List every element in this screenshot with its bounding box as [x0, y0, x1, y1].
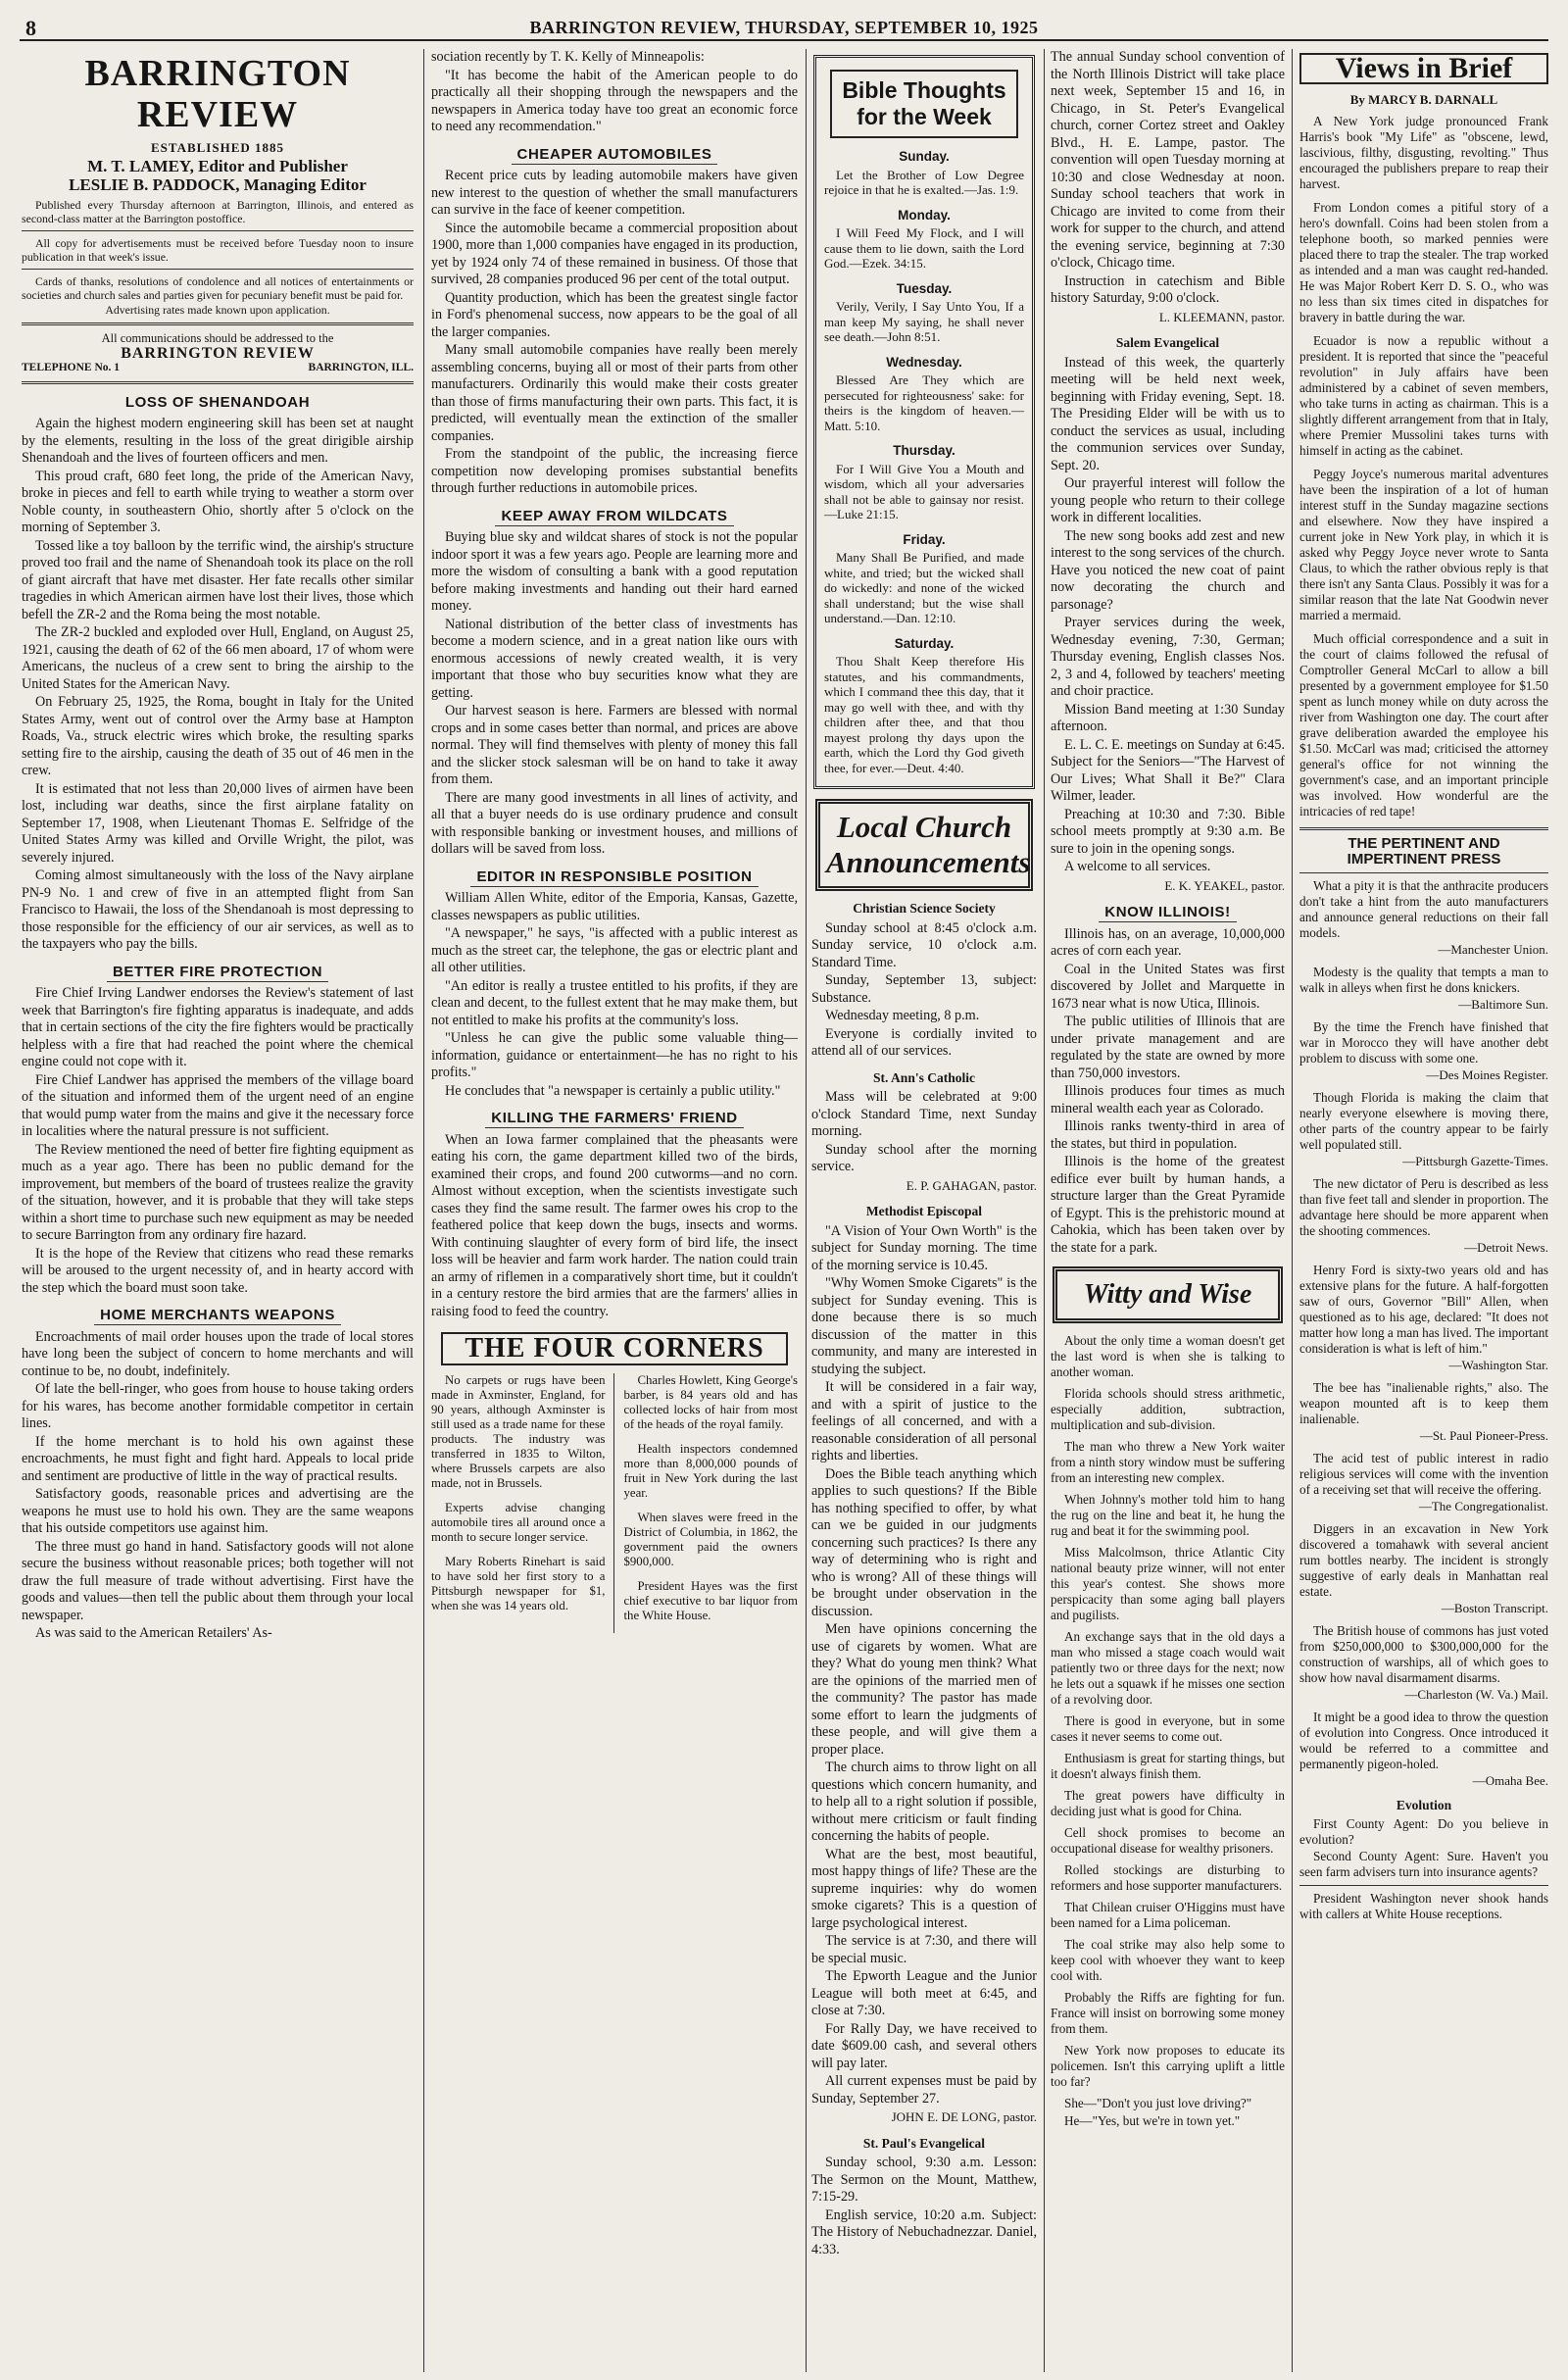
quote-text: The acid test of public interest in radio religious services will come with the invention of a receiving set that will receive the offering.: [1299, 1451, 1548, 1497]
article-paragraph: "An editor is really a trustee entitled to his profits, if they are clean and decent, to the fullest extent that he may make them, but not entitled to make his profits at the community's loss.: [431, 977, 798, 1028]
views-byline: By MARCY B. DARNALL: [1349, 92, 1498, 107]
list-item: Rolled stockings are disturbing to reformers and hose supporter manufacturers.: [1051, 1862, 1285, 1893]
article-paragraph: On February 25, 1925, the Roma, bought in Italy for the United States Army, went out of control over the Army base at Hampton Roads, Va., struck electric wires which broke, the resulting sparks setting fire to the airship, causing the death of 35 out of 46 men in the crew.: [22, 694, 414, 778]
article-paragraph: Of late the bell-ringer, who goes from house to house taking orders for his wares, has become another formidable competitor in certain lines.: [22, 1381, 414, 1431]
pertinent-item: [1299, 1710, 1548, 1789]
four-corners-left: [431, 1373, 614, 1633]
article-paragraph: William Allen White, editor of the Emporia, Kansas, Gazette, classes newspapers as public utilities.: [431, 890, 798, 923]
article-heading: BETTER FIRE PROTECTION: [107, 964, 328, 982]
joke-line: First County Agent: Do you believe in evolution?: [1299, 1816, 1548, 1847]
church-paragraph: All current expenses must be paid by Sunday, September 27.: [811, 2073, 1037, 2107]
list-item: Ecuador is now a republic without a president. It is reported that since the "peaceful revolution" in July affairs have been administered by a cabinet of seven members, who take turns in acting as chairman. This is a slightly different arrangement from that in Italy, where Premier Mussolini takes turns with himself in acting as the cabinet.: [1299, 333, 1548, 458]
list-item: No carpets or rugs have been made in Axminster, England, for 90 years, although Axminster is still used as a trade name for these products. The industry was transferred in 1835 to Wilton, where Brussels carpets are also made, not in Brussels.: [431, 1372, 606, 1490]
verse-text: I Will Feed My Flock, and I will cause them to lie down, saith the Lord God.—Ezek. 34:15.: [824, 225, 1024, 271]
quote-source: —Manchester Union.: [1438, 942, 1548, 957]
church-paragraph: Men have opinions concerning the use of cigarets by women. What are they? What do young men think? What are the opinions of the married men of the community? The pastor has made some effort to learn the judgments of these people, and will give them a proper place.: [811, 1621, 1037, 1758]
quote-source: —Detroit News.: [1464, 1240, 1548, 1255]
day-heading: Tuesday.: [896, 280, 953, 296]
list-item: Cell shock promises to become an occupational disease for wealthy prisoners.: [1051, 1825, 1285, 1856]
church-paragraph: Instead of this week, the quarterly meeting will be held next week, beginning with Friday evening, Sept. 18. The Presiding Elder will be with us to conduct the services as usual, including the communion services over Sunday, Sept. 20.: [1051, 354, 1285, 473]
running-title: BARRINGTON REVIEW, THURSDAY, SEPTEMBER 10, 1925: [529, 18, 1039, 37]
masthead-title: BARRINGTON REVIEW: [84, 53, 351, 135]
church-paragraph: The church aims to throw light on all questions which concern humanity, and to help all to a right solution if possible, without mere criticism or fault finding concerning the habits of people.: [811, 1760, 1037, 1844]
church-paragraph: A welcome to all services.: [1064, 859, 1211, 874]
communications-line: All communications should be addressed to the: [101, 330, 334, 345]
bible-day: [824, 442, 1024, 522]
article-paragraph: Recent price cuts by leading automobile makers have given new interest to the question of whether the small manufacturers can survive in the face of keener competition.: [431, 168, 798, 218]
article-paragraph: The Review mentioned the need of better fire fighting equipment as much as a year ago. There has been no public demand for the improvement, but members of the board of trustees realize the gravity of the situation, however, and it is probable that they will take steps within a short time to purchase such new equipment as may be needed to secure Barrington from any ordinary fire hazard.: [22, 1141, 414, 1243]
list-item: From London comes a pitiful story of a hero's downfall. Coins had been stolen from a telephone booth, so marked pennies were placed there to trap the stealer. The trap worked as intended and a man was caught red-handed. He was Major Robert Kerr D. S. O., who was no less than six times cited in dispatches for bravery in battle during the war.: [1299, 200, 1548, 324]
quote-source: —The Congregationalist.: [1418, 1499, 1548, 1513]
article-paragraph: When an Iowa farmer complained that the pheasants were eating his corn, the game department killed two of the birds, examined their crops, and found 200 cutworms—and no corn. Almost without exception, when the scientists investigate such cases they find the same result. The farmer owes his crop to the feathered police that keep down the bugs, insects and worms. With continuing slaughter of every form of bird life, the insect loss will be heavier and farm work harder. The nation could train an army of riflemen in a comparatively short time, but it couldn't in a century restore the bird armies that are the farmers' allies in raising food to feed the country.: [431, 1131, 798, 1319]
list-item: Health inspectors condemned more than 8,000,000 pounds of fruit in New York during the last year.: [623, 1441, 798, 1500]
pastor-signature: JOHN E. DE LONG, pastor.: [891, 2109, 1037, 2124]
page-number: 8: [25, 16, 36, 40]
church-paragraph: Our prayerful interest will follow the young people who return to their college work in different localities.: [1051, 475, 1285, 525]
closing-item: President Washington never shook hands with callers at White House receptions.: [1299, 1891, 1548, 1921]
quote-source: —Pittsburgh Gazette-Times.: [1402, 1154, 1548, 1168]
church-paragraph: "Why Women Smoke Cigarets" is the subject for Sunday evening. This is done because there is so much discussion of the matter in this community, and many are interested in studying the subject.: [811, 1275, 1037, 1377]
article-paragraph: National distribution of the better class of investments has become a modern science, and in a great nation like ours with enormous accessions of newly created wealth, it is very important that those who buy securities know what they are getting.: [431, 616, 798, 701]
established-line: ESTABLISHED 1885: [150, 140, 285, 155]
article-paragraph: As was said to the American Retailers' As-: [35, 1625, 272, 1641]
pertinent-item: [1299, 878, 1548, 958]
city-line: BARRINGTON, ILL.: [308, 361, 414, 373]
column-rule: [1044, 49, 1045, 2372]
pertinent-press-title: THE PERTINENT AND IMPERTINENT PRESS: [1347, 835, 1501, 868]
list-item: That Chilean cruiser O'Higgins must have been named for a Lima policeman.: [1051, 1900, 1285, 1930]
verse-text: For I Will Give You a Mouth and wisdom, which all your adversaries shall not be able to gainsay nor resist.—Luke 21:15.: [824, 461, 1024, 521]
list-item: New York now proposes to educate its policemen. Isn't this carrying uplift a little too far?: [1051, 2043, 1285, 2089]
article-heading: EDITOR IN RESPONSIBLE POSITION: [470, 868, 758, 887]
church-paragraph: Mass will be celebrated at 9:00 o'clock Standard Time, next Sunday morning.: [811, 1089, 1037, 1139]
quote-text: It might be a good idea to throw the question of evolution into Congress. Once introduced it would be referred to a committee and permanently pigeon-holed.: [1299, 1710, 1548, 1771]
bible-day: [824, 354, 1024, 434]
editor-line: M. T. LAMEY, Editor and Publisher: [87, 156, 348, 175]
day-heading: Monday.: [898, 207, 951, 223]
church-paragraph: For Rally Day, we have received to date $609.00 cash, and several others will pay later.: [811, 2020, 1037, 2071]
church-paragraph: The Epworth League and the Junior League will both meet at 6:45, and close at 7:30.: [811, 1968, 1037, 2018]
list-item: Experts advise changing automobile tires all around once a month to secure longer service.: [431, 1500, 606, 1544]
article-paragraph: There are many good investments in all lines of activity, and all that a buyer needs do is use ordinary prudence and consult with responsible banking or investment houses, and millions of dollars will be saved from loss.: [431, 789, 798, 857]
day-heading: Sunday.: [899, 149, 950, 164]
church-paragraph: E. L. C. E. meetings on Sunday at 6:45. Subject for the Seniors—"The Harvest of Our Lives; What Shall it Be?" Clara Wilmer, leader.: [1051, 736, 1285, 804]
witty-and-wise-banner: Witty and Wise: [1053, 1266, 1283, 1323]
article-paragraph: Many small automobile companies have really been merely assembling concerns, buying all or most of their parts from other manufacturers. Ordinarily this would make their costs greater than those of firms manufacturing their own parts. This fact, it is predicted, will eventually mean the extinction of the smaller companies.: [431, 342, 798, 444]
bible-day: [824, 148, 1024, 198]
list-item: Florida schools should stress arithmetic, especially addition, subtraction, multiplication and sub-division.: [1051, 1386, 1285, 1432]
quote-text: The bee has "inalienable rights," also. The weapon mounted aft is to keep them inalienable.: [1299, 1380, 1548, 1426]
quote-text: Modesty is the quality that tempts a man to walk in alleys when first he dons knickers.: [1299, 965, 1548, 995]
list-item: A New York judge pronounced Frank Harris's book "My Life" as "obscene, lewd, lascivious, filthy, disgusting, revolting." Thus encouraged the publishers prepare to reap their harvest.: [1299, 114, 1548, 191]
list-item: She—"Don't you just love driving?": [1064, 2096, 1252, 2110]
church-heading: Methodist Episcopal: [865, 1204, 983, 1218]
church-paragraph: Does the Bible teach anything which applies to such questions? If the Bible has nothing specified to offer, by what can we be guided in our judgments concerning such practices? Is there any way of determining who is right and who is wrong? All of these things will be brought under observation in the discussion.: [811, 1465, 1037, 1619]
quote-text: By the time the French have finished that war in Morocco they will have another debt problem to discuss with some one.: [1299, 1019, 1548, 1066]
quote-source: —Des Moines Register.: [1426, 1067, 1548, 1082]
bible-day: [824, 207, 1024, 272]
article-paragraph: He concludes that "a newspaper is certainly a public utility.": [445, 1082, 781, 1099]
bible-thoughts-box: [813, 55, 1035, 789]
managing-editor-line: LESLIE B. PADDOCK, Managing Editor: [69, 174, 367, 194]
church-paragraph: Sunday school, 9:30 a.m. Lesson: The Sermon on the Mount, Matthew, 7:15-29.: [811, 2155, 1037, 2205]
list-item: Mary Roberts Rinehart is said to have sold her first story to a Pittsburgh newspaper for $1, when she was 14 years old.: [431, 1554, 606, 1612]
church-heading: Salem Evangelical: [1115, 335, 1220, 350]
article-paragraph: Fire Chief Irving Landwer endorses the Review's statement of last week that Barrington's fire fighting apparatus is inadequate, and adds that in certain sections of the city the fire fighters would be practically helpless with a fire that had reached the point where the chemical engine could not cope with it.: [22, 985, 414, 1069]
quote-text: Henry Ford is sixty-two years old and has extensive plans for the future. A half-forgotten saw of ours, Governor "Bill" Allen, when questioned as to his age, declared: "It does not matter how long a man has lived. The important consideration is what is left of him.": [1299, 1263, 1548, 1356]
article-paragraph: If the home merchant is to hold his own against these encroachments, he must fight and fight hard. Appeals to local pride and sentiment are productive of little in the way of practical results.: [22, 1433, 414, 1484]
local-church-banner: Local Church Announcements: [815, 799, 1033, 891]
article-heading: KEEP AWAY FROM WILDCATS: [495, 508, 733, 526]
list-item: Peggy Joyce's numerous marital adventures have been the inspiration of a lot of human interest stuff in the Sunday magazine sections and elsewhere. Now they have inspired a current joke in New York play, in which it is asked why Peggy Joyce never wrote to Santa Claus, to which the rather obvious reply is that there isn't any Santa Claus. Possibly it was for a similar reason that the late Nat Goodwin never married a mermaid.: [1299, 467, 1548, 622]
article-heading: CHEAPER AUTOMOBILES: [512, 146, 718, 165]
list-item: When slaves were freed in the District of Columbia, in 1862, the government paid the owners $900,000.: [623, 1510, 798, 1568]
article-heading: HOME MERCHANTS WEAPONS: [94, 1307, 341, 1325]
quote-text: What a pity it is that the anthracite producers don't take a hint from the auto manufacturers and announce general reductions on their fall models.: [1299, 878, 1548, 940]
article-paragraph: Buying blue sky and wildcat shares of stock is not the popular indoor sport it was a few years ago. People are learning more and more the wisdom of consulting a bank with a good reputation before making investments and handing out their hard earned money.: [431, 529, 798, 614]
column-1: [22, 49, 414, 2374]
verse-text: Many Shall Be Purified, and made white, and tried; but the wicked shall do wickedly: and none of the wicked shall understand; but the wise shall understand.—Dan. 12:10.: [824, 550, 1024, 625]
quote-text: The British house of commons has just voted from $250,000,000 to $300,000,000 for the construction of warships, all of which goes to show how naval disarmament disarms.: [1299, 1623, 1548, 1685]
article-paragraph: Encroachments of mail order houses upon the trade of local stores have long been the subject of concern to home merchants and will continue to be, no doubt, indefinitely.: [22, 1328, 414, 1379]
pastor-signature: E. P. GAHAGAN, pastor.: [906, 1177, 1037, 1193]
page-header: [20, 16, 1548, 41]
list-item: About the only time a woman doesn't get the last word is when she is talking to another woman.: [1051, 1333, 1285, 1379]
article-paragraph: From the standpoint of the public, the increasing fierce competition now developing promises substantial benefits through further reductions in automobile prices.: [431, 446, 798, 496]
telephone-number: TELEPHONE No. 1: [22, 361, 121, 373]
article-paragraph: Tossed like a toy balloon by the terrific wind, the airship's structure proved too frail and the name of Shenandoah took its place on the roll of giant aircraft that have met disaster. Her fate recalls other similar tragedies in which American airmen have lost their lives, those which befell the ZR-2 and the Roma being the most notable.: [22, 537, 414, 622]
evolution-heading: Evolution: [1396, 1798, 1452, 1812]
pertinent-item: [1299, 1019, 1548, 1083]
day-heading: Wednesday.: [886, 354, 962, 370]
cards-notice: Cards of thanks, resolutions of condolence and all notices of entertainments or societies and church sales and parties given for pecuniary benefit must be paid for.: [22, 273, 414, 302]
column-3: [811, 49, 1037, 2374]
church-heading: St. Ann's Catholic: [873, 1069, 975, 1085]
column-4: [1051, 49, 1285, 2374]
verse-text: Blessed Are They which are persecuted for righteousness' sake: for theirs is the kingdom of heaven.—Matt. 5:10.: [824, 372, 1024, 433]
church-paragraph: The service is at 7:30, and there will be special music.: [811, 1933, 1037, 1966]
church-paragraph: Instruction in catechism and Bible history Saturday, 9:00 o'clock.: [1051, 273, 1285, 306]
column-2: [431, 49, 798, 2374]
list-item: The man who threw a New York waiter from a ninth story window must be suffering from an interesting new complex.: [1051, 1439, 1285, 1485]
article-paragraph: The public utilities of Illinois that are under private management and are regulated by the state are owned by more than 750,000 investors.: [1051, 1014, 1285, 1081]
four-corners-items: [431, 1373, 798, 1633]
day-heading: Saturday.: [894, 635, 955, 651]
pertinent-item: [1299, 1263, 1548, 1373]
quote-source: —Baltimore Sun.: [1458, 997, 1548, 1012]
article-paragraph: Coming almost simultaneously with the loss of the Navy airplane PN-9 No. 1 and crew of five in an attempted flight from San Francisco to Hawaii, the loss of the Shendanoah is most depressing to those responsible for the efficiency of our air services, as well as to the taxpayers who pay the bills.: [22, 868, 414, 952]
joke-line: Second County Agent: Sure. Haven't you seen farm advisers turn into insurance agents?: [1299, 1849, 1548, 1879]
article-paragraph: Illinois is the home of the greatest edifice ever built by human hands, a structure larger than the Great Pyramide of Egypt. This is the prehistoric mound at Cahokia, which has been taken over by the state for a park.: [1051, 1154, 1285, 1256]
list-item: Enthusiasm is great for starting things, but it doesn't always finish them.: [1051, 1751, 1285, 1781]
article-paragraph: "A newspaper," he says, "is affected with a public interest as much as the street car, the telephone, the gas or electric plant and all other utilities.: [431, 925, 798, 975]
advertising-notice: All copy for advertisements must be received before Tuesday noon to insure publication in that week's issue.: [22, 235, 414, 264]
article-paragraph: Illinois has, on an average, 10,000,000 acres of corn each year.: [1051, 925, 1285, 959]
list-item: Much official correspondence and a suit in the court of claims followed the refusal of Comptroller General McCarl to allow a bill presented by a government employee for $1.50 spent as lunch money while on duty across the river from Washington one day. The court after grave deliberation awarded the employee his $1.50. McCarl was mad; criticised the attorney general's office for not winning the government's case, and an important principle was involved. How wonderful are the intricacies of red tape!: [1299, 631, 1548, 818]
pertinent-item: [1299, 965, 1548, 1013]
church-paragraph: Wednesday meeting, 8 p.m.: [825, 1008, 980, 1023]
pertinent-item: [1299, 1176, 1548, 1256]
pertinent-item: [1299, 1451, 1548, 1514]
rates-notice: Advertising rates made known upon application.: [105, 302, 330, 317]
quote-text: The new dictator of Peru is described as less than five feet tall and slender in proportion. The advantage here should be more apparent when the shooting commences.: [1299, 1176, 1548, 1238]
article-paragraph: The three must go hand in hand. Satisfactory goods will not alone secure the business without reasonable prices; both together will not draw the full measure of trade without advertising. First have the goods and values—then tell the public about them through your local newspaper.: [22, 1538, 414, 1623]
address-block: [22, 331, 414, 375]
verse-text: Verily, Verily, I Say Unto You, If a man keep My saying, he shall never see death.—John 8:51.: [824, 299, 1024, 344]
bible-day: [824, 531, 1024, 626]
church-paragraph: Mission Band meeting at 1:30 Sunday afternoon.: [1051, 701, 1285, 734]
quote-source: —Charleston (W. Va.) Mail.: [1404, 1687, 1548, 1702]
list-item: Probably the Riffs are fighting for fun. France will insist on borrowing some money from them.: [1051, 1990, 1285, 2036]
article-paragraph: Fire Chief Landwer has apprised the members of the village board of the situation and informed them of the urgent need of an engine that would pump water from the mains and give it the necessary force in localities where the natural pressure is not sufficient.: [22, 1071, 414, 1139]
church-paragraph: English service, 10:20 a.m. Subject: The History of Nebuchadnezzar. Daniel, 4:33.: [811, 2206, 1037, 2257]
article-heading: KNOW ILLINOIS!: [1099, 904, 1236, 922]
list-item: The great powers have difficulty in deciding just what is good for China.: [1051, 1788, 1285, 1818]
quote-source: —St. Paul Pioneer-Press.: [1419, 1428, 1548, 1443]
article-paragraph: Illinois produces four times as much mineral wealth each year as Colorado.: [1051, 1083, 1285, 1116]
list-item: There is good in everyone, but in some cases it never seems to come out.: [1051, 1713, 1285, 1744]
church-paragraph: Sunday school at 8:45 o'clock a.m. Sunday service, 10 o'clock a.m. Standard Time.: [811, 919, 1037, 970]
church-paragraph: What are the best, most beautiful, most happy things of life? These are the supreme inquiries: why do women smoke cigarets? This is a question of large psychological interest.: [811, 1846, 1037, 1931]
bible-thoughts-title: Bible Thoughts for the Week: [830, 70, 1018, 138]
pertinent-item: [1299, 1380, 1548, 1444]
list-item: When Johnny's mother told him to hang the rug on the line and beat it, he hung the rug and beat it for the swimming pool.: [1051, 1492, 1285, 1538]
article-paragraph: The ZR-2 buckled and exploded over Hull, England, on August 25, 1921, causing the death of 62 of the 66 men aboard, 17 of whom were Americans, the nucleus of a crew sent to bring the airship to the United States for the American Navy.: [22, 624, 414, 692]
article-paragraph: Illinois ranks twenty-third in area of the states, but third in population.: [1051, 1118, 1285, 1152]
bible-day: [824, 280, 1024, 345]
quote-text: Though Florida is making the claim that nearly everyone elsewhere is moving there, other parts of the country appear to be fairly well populated still.: [1299, 1090, 1548, 1152]
list-item: An exchange says that in the old days a man who missed a stage coach would wait patiently two or three days for the next; now he lets out a squawk if he misses one section of a revolving door.: [1051, 1629, 1285, 1707]
list-item: Charles Howlett, King George's barber, is 84 years old and has collected locks of hair from most of the heads of the royal family.: [623, 1372, 798, 1431]
article-paragraph: Quantity production, which has been the greatest single factor in Ford's phenomenal success, now appears to be the goal of all the larger companies.: [431, 289, 798, 340]
list-item: He—"Yes, but we're in town yet.": [1064, 2113, 1241, 2128]
article-heading: KILLING THE FARMERS' FRIEND: [485, 1110, 743, 1128]
article-paragraph: It is the hope of the Review that citizens who read these remarks will be aroused to the urgent necessity of, and in hearty accord with the step which the board must soon take.: [22, 1245, 414, 1296]
four-corners-right: [624, 1373, 799, 1633]
church-heading: Christian Science Society: [853, 901, 996, 916]
article-paragraph: "Unless he can give the public some valuable thing—information, guidance or entertainment—he has no right to his profits.": [431, 1030, 798, 1080]
quote-source: —Omaha Bee.: [1472, 1773, 1548, 1788]
article-paragraph: "It has become the habit of the American people to do practically all their shopping through the newspapers and the newspapers in America today have too great an economic force to need any recommendation.": [431, 67, 798, 134]
day-heading: Thursday.: [893, 443, 956, 458]
publication-notice: Published every Thursday afternoon at Barrington, Illinois, and entered as second-class matter at the Barrington postoffice.: [22, 197, 414, 225]
column-rule: [423, 49, 424, 2372]
pastor-signature: E. K. YEAKEL, pastor.: [1164, 877, 1285, 893]
pertinent-item: [1299, 1521, 1548, 1616]
church-paragraph: Preaching at 10:30 and 7:30. Bible school meets promptly at 9:30 a.m. Be sure to join in the opening songs.: [1051, 806, 1285, 857]
article-paragraph: sociation recently by T. K. Kelly of Minneapolis:: [431, 49, 705, 65]
bible-day: [824, 635, 1024, 776]
column-rule: [806, 49, 807, 2372]
communications-name: BARRINGTON REVIEW: [121, 344, 315, 362]
list-item: Miss Malcolmson, thrice Atlantic City national beauty prize winner, will not enter this year's contest. She shows more perspicacity than some aging ball players and pugilists.: [1051, 1545, 1285, 1622]
pertinent-item: [1299, 1623, 1548, 1703]
church-paragraph: Sunday, September 13, subject: Substance.: [811, 972, 1037, 1006]
pertinent-item: [1299, 1090, 1548, 1169]
column-rule: [1292, 49, 1293, 2372]
column-5: [1299, 49, 1548, 2374]
article-paragraph: Again the highest modern engineering skill has been set at naught by the elements, resulting in the loss of the great dirigible airship Shenandoah and the lives of fourteen officers and men.: [22, 416, 414, 466]
witty-list: [1051, 1333, 1285, 2129]
article-paragraph: It is estimated that not less than 20,000 lives of airmen have been lost, including war deaths, since the first airplane fatality on September 17, 1908, when Lieutenant Thomas E. Selfridge of the United States Army was killed and Orville Wright, the pilot, was severely injured.: [22, 780, 414, 866]
quote-source: —Boston Transcript.: [1441, 1601, 1548, 1615]
article-heading: LOSS OF SHENANDOAH: [124, 393, 311, 411]
list-item: The coal strike may also help some to keep cool with whoever they want to keep cool with.: [1051, 1937, 1285, 1983]
verse-text: Let the Brother of Low Degree rejoice in that he is exalted.—Jas. 1:9.: [824, 167, 1024, 197]
church-heading: St. Paul's Evangelical: [862, 2135, 986, 2151]
list-item: President Hayes was the first chief executive to bar liquor from the White House.: [623, 1578, 798, 1622]
quote-source: —Washington Star.: [1448, 1358, 1548, 1372]
article-paragraph: Our harvest season is here. Farmers are blessed with normal crops and in some cases better than normal, and prices are above normal. They will find themselves with plenty of money this fall and the slicker stock salesman will be on hand to take it away from them.: [431, 703, 798, 787]
verse-text: Thou Shalt Keep therefore His statutes, and his commandments, which I command thee this day, that it may go well with thee, and with thy children after thee, and that thou mayest prolong thy days upon the earth, which the Lord thy God giveth thee, for ever.—Deut. 4:40.: [824, 654, 1024, 775]
four-corners-title: THE FOUR CORNERS: [441, 1332, 788, 1365]
day-heading: Friday.: [903, 531, 946, 547]
church-paragraph: Everyone is cordially invited to attend all of our services.: [811, 1025, 1037, 1059]
church-paragraph: Sunday school after the morning service.: [811, 1141, 1037, 1174]
church-paragraph: It will be considered in a fair way, and with a spirit of justice to the feelings of all concerned, and with a reasonable consideration of all personal rights and liberties.: [811, 1379, 1037, 1463]
article-paragraph: Satisfactory goods, reasonable prices and advertising are the weapons he must use to hold his own. They are the same weapons that his outside competitors use against him.: [22, 1486, 414, 1536]
masthead: [22, 53, 414, 194]
article-paragraph: Coal in the United States was first discovered by Jollet and Marquette in 1673 near what is now Utica, Illinois.: [1051, 961, 1285, 1012]
article-paragraph: Since the automobile became a commercial proposition about 1900, more than 1,000 companies have engaged in its production, yet by 1924 only 74 of these remained in business. Of those that survived, 28 companies produced 96 per cent of the total output.: [431, 220, 798, 287]
church-paragraph: Prayer services during the week, Wednesday evening, 7:30, German; Thursday evening, English classes Nos. 2, 3 and 4, followed by teachers' meeting and choir practice.: [1051, 615, 1285, 699]
quote-text: Diggers in an excavation in New York discovered a tomahawk with several ancient rum bottles nearby. The incident is strongly suggestive of early deals in Manhattan real estate.: [1299, 1521, 1548, 1599]
views-in-brief-title: Views in Brief: [1299, 53, 1548, 84]
church-paragraph: The annual Sunday school convention of the North Illinois District will take place next week, September 15 and 16, in Chicago, in St. Peter's Evangelical church, corner Cortez street and Oakley Blvd., H. E. Lampe, pastor. The convention will open Tuesday morning at 10:30 and close Wednesday at noon. Sunday school teachers that work in Chicago are invited to come from their work for supper to the church, and attend the evening service, beginning at 7:30 o'clock, Chicago time.: [1051, 49, 1285, 271]
article-paragraph: This proud craft, 680 feet long, the pride of the American Navy, broke in pieces and fell to earth while trying to weather a storm over Noble county, in southeastern Ohio, shortly after 5 o'clock on the morning of September 3.: [22, 468, 414, 535]
church-paragraph: "A Vision of Your Own Worth" is the subject for Sunday morning. The time of the morning service is 10.45.: [811, 1222, 1037, 1273]
pastor-signature: L. KLEEMANN, pastor.: [1158, 309, 1285, 324]
church-paragraph: The new song books add zest and new interest to the song services of the church. Have you noticed the new coat of paint now decorating the church and parsonage?: [1051, 527, 1285, 613]
